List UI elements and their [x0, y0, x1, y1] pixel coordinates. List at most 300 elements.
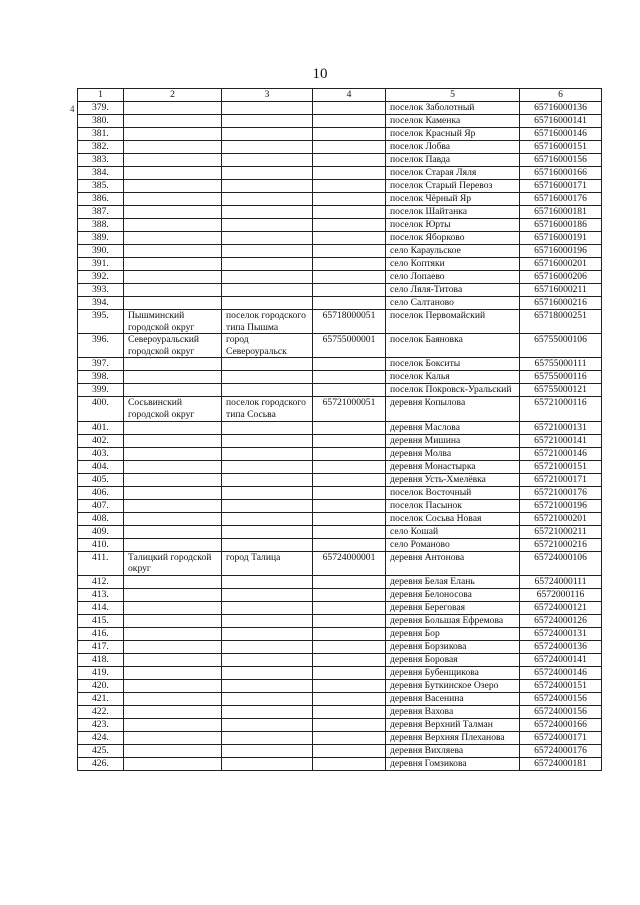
settlement-name-cell: поселок Чёрный Яр	[386, 193, 520, 206]
municipality-cell	[124, 640, 222, 653]
admin-center-code-cell	[313, 588, 386, 601]
municipality-cell	[124, 538, 222, 551]
settlement-name-cell: село Караульское	[386, 245, 520, 258]
table-row	[78, 718, 602, 731]
row-number-cell: 379.	[78, 102, 124, 115]
settlement-name-cell: поселок Баяновка	[386, 334, 520, 358]
row-number-cell: 417.	[78, 640, 124, 653]
settlement-code-cell: 65724000136	[520, 640, 602, 653]
settlement-code-cell: 65716000206	[520, 271, 602, 284]
settlement-code-cell: 65716000171	[520, 180, 602, 193]
row-number-cell: 383.	[78, 154, 124, 167]
admin-center-code-cell	[313, 232, 386, 245]
admin-center-cell: поселок городского типа Сосьва	[222, 397, 313, 421]
municipality-cell	[124, 102, 222, 115]
table-row	[78, 358, 602, 371]
admin-center-cell	[222, 102, 313, 115]
row-number-cell: 407.	[78, 499, 124, 512]
admin-center-cell: город Талица	[222, 551, 313, 575]
municipality-cell	[124, 447, 222, 460]
settlement-code-cell: 65724000176	[520, 744, 602, 757]
admin-center-cell	[222, 575, 313, 588]
admin-center-code-cell	[313, 460, 386, 473]
settlement-name-cell: поселок Калья	[386, 371, 520, 384]
admin-center-cell	[222, 167, 313, 180]
settlement-code-cell: 65721000216	[520, 538, 602, 551]
settlement-code-cell: 65721000141	[520, 434, 602, 447]
table-row	[78, 679, 602, 692]
header-cell-4: 4	[313, 89, 386, 102]
margin-mark: 4	[70, 104, 75, 114]
settlement-code-cell: 65716000186	[520, 219, 602, 232]
admin-center-code-cell	[313, 731, 386, 744]
table-row	[78, 219, 602, 232]
admin-center-code-cell	[313, 271, 386, 284]
settlement-name-cell: поселок Сосьва Новая	[386, 512, 520, 525]
municipality-cell	[124, 154, 222, 167]
table-row	[78, 334, 602, 358]
admin-center-cell	[222, 232, 313, 245]
settlement-name-cell: поселок Покровск-Уральский	[386, 384, 520, 397]
admin-center-code-cell: 65755000001	[313, 334, 386, 358]
table-row	[78, 434, 602, 447]
settlement-code-cell: 65724000156	[520, 692, 602, 705]
municipality-cell	[124, 258, 222, 271]
admin-center-code-cell	[313, 499, 386, 512]
page-number: 10	[312, 66, 328, 82]
admin-center-code-cell	[313, 525, 386, 538]
header-cell-2: 2	[124, 89, 222, 102]
settlement-code-cell: 65721000131	[520, 421, 602, 434]
municipality-cell	[124, 297, 222, 310]
settlement-code-cell: 65724000156	[520, 705, 602, 718]
settlement-code-cell: 65716000181	[520, 206, 602, 219]
settlement-code-cell: 65724000131	[520, 627, 602, 640]
table-row	[78, 245, 602, 258]
settlement-code-cell: 65716000211	[520, 284, 602, 297]
table-row	[78, 653, 602, 666]
admin-center-cell	[222, 271, 313, 284]
table-row	[78, 284, 602, 297]
settlement-name-cell: деревня Гомзикова	[386, 757, 520, 770]
table-row	[78, 154, 602, 167]
municipality-cell	[124, 512, 222, 525]
admin-center-cell	[222, 258, 313, 271]
admin-center-code-cell: 65718000051	[313, 310, 386, 334]
settlement-name-cell: поселок Старый Перевоз	[386, 180, 520, 193]
admin-center-code-cell	[313, 384, 386, 397]
settlements-table	[77, 88, 602, 771]
admin-center-code-cell	[313, 297, 386, 310]
row-number-cell: 403.	[78, 447, 124, 460]
table-row	[78, 525, 602, 538]
municipality-cell: Сосьвинский городской округ	[124, 397, 222, 421]
settlement-name-cell: деревня Маслова	[386, 421, 520, 434]
table-row	[78, 666, 602, 679]
row-number-cell: 412.	[78, 575, 124, 588]
row-number-cell: 398.	[78, 371, 124, 384]
row-number-cell: 418.	[78, 653, 124, 666]
settlement-code-cell: 65755000116	[520, 371, 602, 384]
settlement-code-cell: 65716000191	[520, 232, 602, 245]
row-number-cell: 425.	[78, 744, 124, 757]
settlement-code-cell: 65724000126	[520, 614, 602, 627]
table-row	[78, 499, 602, 512]
admin-center-code-cell	[313, 627, 386, 640]
settlement-name-cell: село Лопаево	[386, 271, 520, 284]
municipality-cell	[124, 180, 222, 193]
municipality-cell	[124, 731, 222, 744]
table-row	[78, 460, 602, 473]
settlement-code-cell: 65721000116	[520, 397, 602, 421]
municipality-cell	[124, 614, 222, 627]
table-row	[78, 232, 602, 245]
admin-center-cell	[222, 692, 313, 705]
row-number-cell: 405.	[78, 473, 124, 486]
settlement-name-cell: деревня Вихляева	[386, 744, 520, 757]
table-row	[78, 421, 602, 434]
settlement-code-cell: 65716000151	[520, 141, 602, 154]
row-number-cell: 384.	[78, 167, 124, 180]
row-number-cell: 421.	[78, 692, 124, 705]
settlement-code-cell: 65718000251	[520, 310, 602, 334]
table-row	[78, 447, 602, 460]
municipality-cell	[124, 692, 222, 705]
table-row	[78, 731, 602, 744]
row-number-cell: 410.	[78, 538, 124, 551]
admin-center-code-cell	[313, 705, 386, 718]
admin-center-cell	[222, 486, 313, 499]
admin-center-code-cell: 65721000051	[313, 397, 386, 421]
admin-center-code-cell	[313, 718, 386, 731]
settlement-code-cell: 65755000106	[520, 334, 602, 358]
municipality-cell	[124, 588, 222, 601]
row-number-cell: 392.	[78, 271, 124, 284]
settlement-code-cell: 65724000141	[520, 653, 602, 666]
admin-center-code-cell	[313, 245, 386, 258]
table-row	[78, 371, 602, 384]
table-row	[78, 180, 602, 193]
table-row	[78, 575, 602, 588]
settlement-name-cell: деревня Белоносова	[386, 588, 520, 601]
admin-center-cell	[222, 245, 313, 258]
admin-center-code-cell	[313, 206, 386, 219]
admin-center-cell	[222, 193, 313, 206]
row-number-cell: 401.	[78, 421, 124, 434]
settlement-name-cell: поселок Яборково	[386, 232, 520, 245]
table-row	[78, 744, 602, 757]
admin-center-cell: город Североуральск	[222, 334, 313, 358]
municipality-cell	[124, 718, 222, 731]
admin-center-code-cell	[313, 167, 386, 180]
municipality-cell	[124, 193, 222, 206]
settlement-name-cell: поселок Пасынок	[386, 499, 520, 512]
settlement-name-cell: поселок Первомайский	[386, 310, 520, 334]
settlement-name-cell: поселок Каменка	[386, 115, 520, 128]
table-row	[78, 141, 602, 154]
municipality-cell	[124, 384, 222, 397]
municipality-cell	[124, 473, 222, 486]
table-row	[78, 397, 602, 421]
table-header-row	[78, 89, 602, 102]
settlement-code-cell: 65716000201	[520, 258, 602, 271]
settlement-name-cell: деревня Верхний Талман	[386, 718, 520, 731]
admin-center-code-cell	[313, 358, 386, 371]
table-row	[78, 512, 602, 525]
settlement-code-cell: 65721000151	[520, 460, 602, 473]
admin-center-code-cell	[313, 666, 386, 679]
row-number-cell: 395.	[78, 310, 124, 334]
table-row	[78, 128, 602, 141]
settlement-name-cell: деревня Береговая	[386, 601, 520, 614]
municipality-cell	[124, 421, 222, 434]
admin-center-code-cell	[313, 744, 386, 757]
settlement-name-cell: деревня Боровая	[386, 653, 520, 666]
row-number-cell: 426.	[78, 757, 124, 770]
admin-center-code-cell	[313, 193, 386, 206]
admin-center-cell	[222, 421, 313, 434]
table-row	[78, 757, 602, 770]
table-row	[78, 473, 602, 486]
settlement-name-cell: деревня Бор	[386, 627, 520, 640]
admin-center-code-cell	[313, 512, 386, 525]
settlement-code-cell: 65724000111	[520, 575, 602, 588]
settlement-name-cell: деревня Мишина	[386, 434, 520, 447]
row-number-cell: 396.	[78, 334, 124, 358]
row-number-cell: 382.	[78, 141, 124, 154]
settlement-code-cell: 65716000196	[520, 245, 602, 258]
row-number-cell: 416.	[78, 627, 124, 640]
admin-center-code-cell	[313, 421, 386, 434]
admin-center-cell	[222, 744, 313, 757]
settlement-code-cell: 65755000111	[520, 358, 602, 371]
admin-center-cell	[222, 525, 313, 538]
admin-center-cell	[222, 499, 313, 512]
admin-center-code-cell	[313, 115, 386, 128]
header-cell-6: 6	[520, 89, 602, 102]
settlement-name-cell: село Салтаново	[386, 297, 520, 310]
row-number-cell: 380.	[78, 115, 124, 128]
admin-center-code-cell	[313, 180, 386, 193]
settlement-code-cell: 65716000146	[520, 128, 602, 141]
municipality-cell	[124, 206, 222, 219]
row-number-cell: 402.	[78, 434, 124, 447]
table-row	[78, 193, 602, 206]
table-row	[78, 206, 602, 219]
municipality-cell	[124, 575, 222, 588]
admin-center-cell	[222, 601, 313, 614]
row-number-cell: 419.	[78, 666, 124, 679]
settlement-name-cell: деревня Борзикова	[386, 640, 520, 653]
settlement-name-cell: поселок Красный Яр	[386, 128, 520, 141]
municipality-cell	[124, 232, 222, 245]
admin-center-code-cell	[313, 757, 386, 770]
admin-center-cell	[222, 473, 313, 486]
municipality-cell	[124, 679, 222, 692]
admin-center-cell	[222, 627, 313, 640]
municipality-cell	[124, 653, 222, 666]
municipality-cell	[124, 115, 222, 128]
settlement-name-cell: деревня Копылова	[386, 397, 520, 421]
admin-center-cell	[222, 640, 313, 653]
admin-center-cell	[222, 460, 313, 473]
admin-center-cell	[222, 718, 313, 731]
table-row	[78, 614, 602, 627]
settlement-code-cell: 65716000166	[520, 167, 602, 180]
row-number-cell: 388.	[78, 219, 124, 232]
admin-center-code-cell	[313, 601, 386, 614]
admin-center-cell	[222, 358, 313, 371]
settlement-code-cell: 65721000196	[520, 499, 602, 512]
settlement-code-cell: 6572000116	[520, 588, 602, 601]
row-number-cell: 422.	[78, 705, 124, 718]
table-row	[78, 384, 602, 397]
settlement-name-cell: село Коптяки	[386, 258, 520, 271]
municipality-cell	[124, 128, 222, 141]
municipality-cell: Североуральский городской округ	[124, 334, 222, 358]
admin-center-cell	[222, 538, 313, 551]
municipality-cell	[124, 525, 222, 538]
admin-center-code-cell	[313, 679, 386, 692]
settlement-code-cell: 65716000156	[520, 154, 602, 167]
row-number-cell: 415.	[78, 614, 124, 627]
admin-center-cell	[222, 180, 313, 193]
admin-center-code-cell	[313, 371, 386, 384]
municipality-cell	[124, 284, 222, 297]
row-number-cell: 399.	[78, 384, 124, 397]
municipality-cell: Пышминский городской округ	[124, 310, 222, 334]
municipality-cell	[124, 219, 222, 232]
admin-center-code-cell	[313, 102, 386, 115]
settlement-name-cell: поселок Заболотный	[386, 102, 520, 115]
municipality-cell	[124, 666, 222, 679]
admin-center-cell	[222, 384, 313, 397]
municipality-cell	[124, 245, 222, 258]
settlement-code-cell: 65724000171	[520, 731, 602, 744]
table-row	[78, 705, 602, 718]
settlement-code-cell: 65724000106	[520, 551, 602, 575]
settlement-name-cell: деревня Молва	[386, 447, 520, 460]
municipality-cell	[124, 627, 222, 640]
row-number-cell: 411.	[78, 551, 124, 575]
settlement-name-cell: деревня Вахова	[386, 705, 520, 718]
settlement-code-cell: 65721000146	[520, 447, 602, 460]
row-number-cell: 397.	[78, 358, 124, 371]
settlement-name-cell: село Кошай	[386, 525, 520, 538]
admin-center-cell	[222, 434, 313, 447]
row-number-cell: 420.	[78, 679, 124, 692]
settlement-code-cell: 65721000171	[520, 473, 602, 486]
admin-center-code-cell	[313, 575, 386, 588]
admin-center-cell	[222, 666, 313, 679]
admin-center-cell	[222, 371, 313, 384]
municipality-cell	[124, 486, 222, 499]
header-cell-1: 1	[78, 89, 124, 102]
admin-center-code-cell	[313, 434, 386, 447]
table-row	[78, 627, 602, 640]
municipality-cell	[124, 601, 222, 614]
admin-center-cell	[222, 679, 313, 692]
settlement-name-cell: деревня Монастырка	[386, 460, 520, 473]
admin-center-code-cell	[313, 447, 386, 460]
settlement-code-cell: 65724000121	[520, 601, 602, 614]
admin-center-code-cell	[313, 258, 386, 271]
settlement-name-cell: поселок Павда	[386, 154, 520, 167]
admin-center-cell	[222, 731, 313, 744]
settlement-code-cell: 65716000216	[520, 297, 602, 310]
row-number-cell: 385.	[78, 180, 124, 193]
row-number-cell: 404.	[78, 460, 124, 473]
settlement-name-cell: деревня Усть-Хмелёвка	[386, 473, 520, 486]
admin-center-code-cell	[313, 284, 386, 297]
table-row	[78, 310, 602, 334]
table-row	[78, 271, 602, 284]
settlement-name-cell: поселок Юрты	[386, 219, 520, 232]
row-number-cell: 389.	[78, 232, 124, 245]
settlement-name-cell: поселок Бокситы	[386, 358, 520, 371]
settlement-code-cell: 65755000121	[520, 384, 602, 397]
header-cell-5: 5	[386, 89, 520, 102]
admin-center-cell	[222, 705, 313, 718]
admin-center-code-cell	[313, 640, 386, 653]
table-body	[78, 89, 602, 771]
settlement-code-cell: 65721000211	[520, 525, 602, 538]
settlement-code-cell: 65724000151	[520, 679, 602, 692]
table-row	[78, 588, 602, 601]
settlement-code-cell: 65716000136	[520, 102, 602, 115]
municipality-cell	[124, 744, 222, 757]
admin-center-code-cell	[313, 614, 386, 627]
municipality-cell	[124, 460, 222, 473]
admin-center-code-cell	[313, 141, 386, 154]
row-number-cell: 423.	[78, 718, 124, 731]
settlement-code-cell: 65716000141	[520, 115, 602, 128]
row-number-cell: 409.	[78, 525, 124, 538]
admin-center-cell	[222, 653, 313, 666]
header-cell-3: 3	[222, 89, 313, 102]
settlement-code-cell: 65724000146	[520, 666, 602, 679]
settlement-code-cell: 65721000176	[520, 486, 602, 499]
municipality-cell: Талицкий городской округ	[124, 551, 222, 575]
row-number-cell: 393.	[78, 284, 124, 297]
admin-center-code-cell	[313, 154, 386, 167]
row-number-cell: 413.	[78, 588, 124, 601]
admin-center-cell	[222, 128, 313, 141]
table-row	[78, 692, 602, 705]
settlement-code-cell: 65724000181	[520, 757, 602, 770]
municipality-cell	[124, 358, 222, 371]
admin-center-cell	[222, 512, 313, 525]
municipality-cell	[124, 499, 222, 512]
row-number-cell: 406.	[78, 486, 124, 499]
settlement-name-cell: село Ляля-Титова	[386, 284, 520, 297]
row-number-cell: 414.	[78, 601, 124, 614]
admin-center-cell	[222, 614, 313, 627]
admin-center-cell	[222, 115, 313, 128]
settlement-name-cell: деревня Буткинское Озеро	[386, 679, 520, 692]
municipality-cell	[124, 705, 222, 718]
admin-center-cell	[222, 219, 313, 232]
row-number-cell: 391.	[78, 258, 124, 271]
settlement-name-cell: поселок Восточный	[386, 486, 520, 499]
row-number-cell: 387.	[78, 206, 124, 219]
municipality-cell	[124, 271, 222, 284]
table-row	[78, 167, 602, 180]
settlement-code-cell: 65721000201	[520, 512, 602, 525]
settlement-name-cell: поселок Лобва	[386, 141, 520, 154]
admin-center-code-cell: 65724000001	[313, 551, 386, 575]
admin-center-code-cell	[313, 538, 386, 551]
